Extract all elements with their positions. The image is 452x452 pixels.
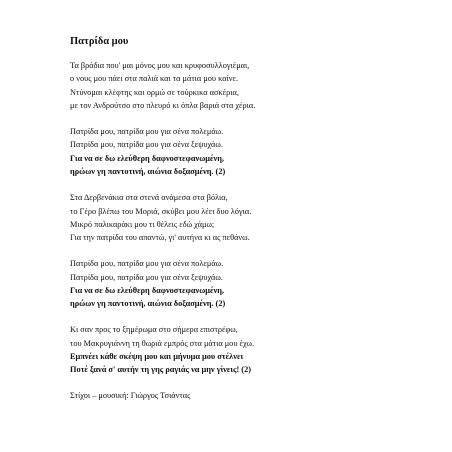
stanza xyxy=(70,323,442,377)
credits-line: Στίχοι – μουσική: Γιώργος Τσιάντας xyxy=(70,391,191,401)
stanza xyxy=(70,257,442,311)
lyric-line-bold: Ποτέ ξανά σ' αυτήν τη γης ραγιάς να μην γίνεις! (2) xyxy=(70,365,251,375)
lyric-line: Πατρίδα μου, πατρίδα μου για σένα ξεψυχάω. xyxy=(70,272,223,282)
stanza xyxy=(70,125,442,179)
lyric-line: Στα Δερβενάκια στα στενά ανάμεσα στα βόλια, xyxy=(70,193,228,203)
lyric-line: Τα βράδια που' μαι μόνος μου και κρυφοσυλλογιέμαι, xyxy=(70,61,250,70)
song-title: Πατρίδα μου xyxy=(70,36,129,47)
lyric-line-bold: Για να σε δω ελεύθερη δαφνοστεφανωμένη, xyxy=(70,285,225,295)
lyric-line: Για την πατρίδα του απαντώ, γι' αυτήνα κι ας πεθάνω. xyxy=(70,233,250,243)
lyric-line: Πατρίδα μου, πατρίδα μου για σένα ξεψυχάω. xyxy=(70,140,223,150)
lyric-line: ο νους μου πάει στα παλιά και τα μάτια μου καίνε. xyxy=(70,74,239,84)
lyric-line-bold: Για να σε δω ελεύθερη δαφνοστεφανωμένη, xyxy=(70,153,225,163)
lyric-line: το Γέρο βλέπω του Μοριά, σκύβει μου λέει δυο λόγια. xyxy=(70,206,252,216)
lyric-line-bold: Εμπνέει κάθε σκέψη μου και μήνυμα μου στέλνει xyxy=(70,352,244,362)
stanza xyxy=(70,191,442,245)
lyric-line-bold: ηρώων γη παντοτινή, αιώνια δοξασμένη. (2) xyxy=(70,299,226,309)
lyrics-body xyxy=(70,59,442,403)
lyric-line: Πατρίδα μου, πατρίδα μου για σένα πολεμάω. xyxy=(70,127,224,137)
lyric-line-bold: ηρώων γη παντοτινή, αιώνια δοξασμένη. (2) xyxy=(70,167,226,177)
stanza xyxy=(70,59,442,113)
lyric-line: με τον Ανδρούτσο στο πλευρό κι όπλα βαριά στα χέρια. xyxy=(70,101,256,111)
lyric-line: Μικρό παλικαράκι μου τι θέλεις εδώ χάμω; xyxy=(70,219,215,229)
lyric-line: Ντύνομαι κλέφτης και ορμώ σε τούρκικα ασκέρια, xyxy=(70,87,239,97)
lyric-line: του Μακρυγιάννη τη θωριά εμπρός στα μάτια μου έχω. xyxy=(70,338,255,348)
lyric-line: Κι σαν προς το ξημέρωμα στο σήμερα επιστρέφω, xyxy=(70,325,238,335)
lyric-line: Πατρίδα μου, πατρίδα μου για σένα πολεμάω. xyxy=(70,259,224,269)
